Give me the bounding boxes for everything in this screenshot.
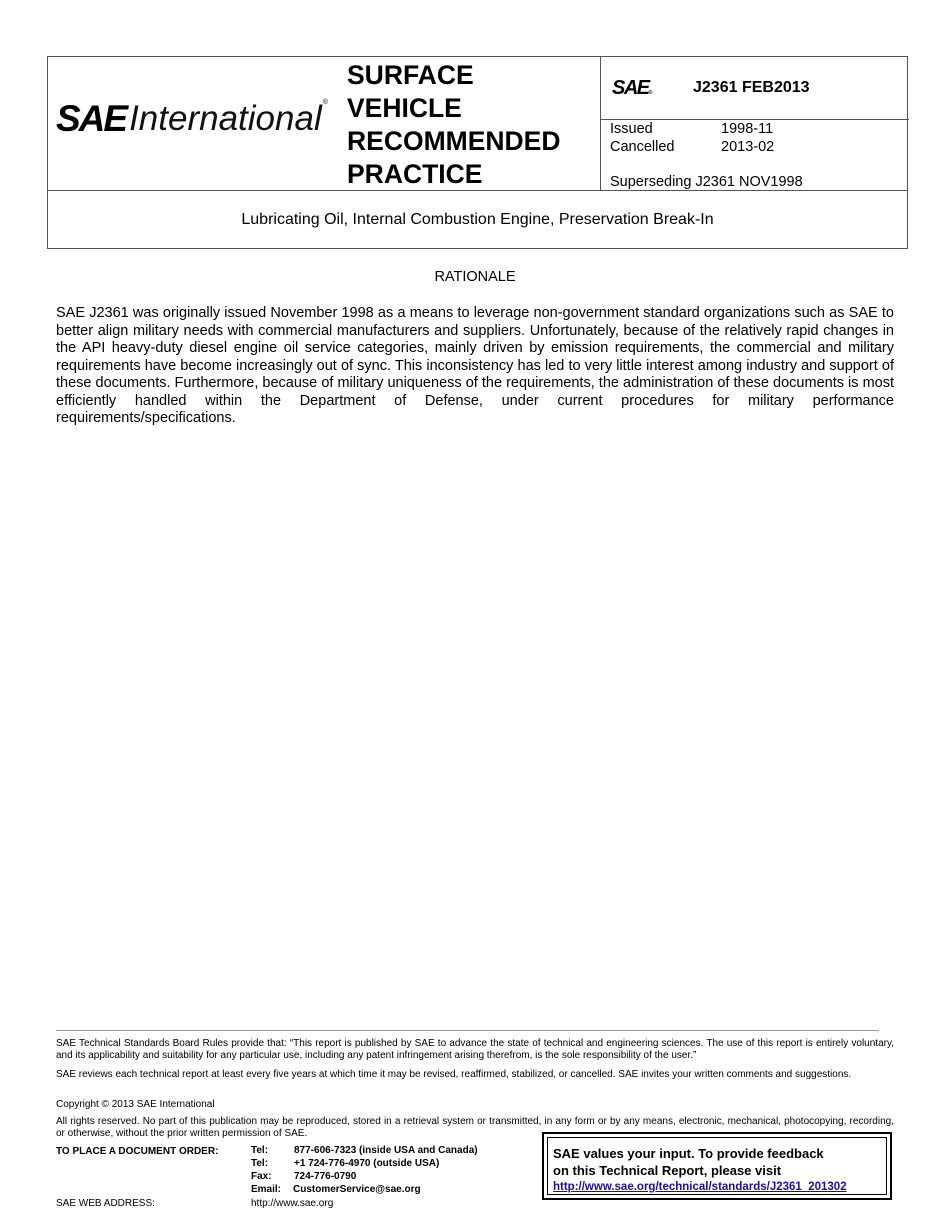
sae-international-logo [56, 97, 328, 137]
contact-value: 724-776-0790 [294, 1171, 357, 1182]
feedback-line: SAE values your input. To provide feedback [553, 1146, 824, 1161]
feedback-line: on this Technical Report, please visit [553, 1163, 782, 1178]
rights-text: All rights reserved. No part of this publication may be reproduced, stored in a retrieval system or transmitted, in any form or by any means, electronic, mechanical, photocopying, recording, or otherwise, without the prior written permission of SAE. [56, 1116, 894, 1139]
superseding-text: Superseding J2361 NOV1998 [610, 174, 803, 190]
board-rules-text: SAE Technical Standards Board Rules provide that: “This report is published by SAE to advance the state of technical and engineering sciences. The use of this report is entirely voluntary, and its applicability and suitability for any particular use, including any patent infringement arising therefrom, is the sole responsibility of the user.” [56, 1038, 894, 1061]
feedback-link[interactable]: http://www.sae.org/technical/standards/J2361_201302 [553, 1181, 847, 1193]
document-number: J2361 FEB2013 [693, 79, 810, 96]
contact-key: Tel: [251, 1145, 269, 1156]
rationale-heading: RATIONALE [434, 269, 516, 285]
contact-value: +1 724-776-4970 (outside USA) [294, 1158, 440, 1169]
document-title: Lubricating Oil, Internal Combustion Engine, Preservation Break-In [241, 211, 714, 228]
document-type-line: SURFACE [347, 60, 474, 90]
contact-key: Fax: [251, 1171, 272, 1182]
issued-label: Issued [610, 121, 653, 137]
sae-mini-logo-mark: ® [648, 90, 653, 96]
contact-value: 877-606-7323 (inside USA and Canada) [294, 1145, 478, 1156]
web-address-label: SAE WEB ADDRESS: [56, 1198, 155, 1209]
sae-mini-logo [612, 77, 652, 100]
cancelled-value: 2013-02 [721, 139, 775, 155]
document-type [347, 59, 597, 191]
copyright-text: Copyright © 2013 SAE International [56, 1099, 215, 1110]
review-text: SAE reviews each technical report at least every five years at which time it may be revised, reaffirmed, stabilized, or cancelled. SAE invites your written comments and suggestions. [56, 1069, 852, 1080]
footer-rule [56, 1030, 879, 1031]
sae-mini-logo-text: SAE [612, 77, 649, 99]
document-type-line: PRACTICE [347, 159, 483, 189]
contact-key: Email: [251, 1184, 282, 1195]
logo-international-text: International [129, 99, 322, 138]
order-label: TO PLACE A DOCUMENT ORDER: [56, 1146, 219, 1157]
logo-trademark: ® [322, 99, 328, 106]
document-header [47, 56, 908, 249]
cancelled-label: Cancelled [610, 139, 675, 155]
feedback-text [553, 1145, 847, 1196]
header-divider-vertical [600, 57, 601, 191]
document-type-line: VEHICLE [347, 93, 462, 123]
rationale-paragraph: SAE J2361 was originally issued November 1998 as a means to leverage non-government standard organizations such as SAE to better align military needs with commercial manufacturers and suppliers. Unfortunately, because of the relatively rapid changes in the API heavy-duty diesel engine oil service categories, mainly driven by emission requirements, the commercial and military requirements have become increasingly out of sync. This inconsistency has led to very little interest among industry and support of these documents. Furthermore, because of military uniqueness of the requirements, the administration of these documents is most efficiently handled within the Department of Defense, under current procedures for military performance requirements/specifications. [56, 305, 894, 426]
feedback-box [542, 1132, 892, 1200]
feedback-box-inner [547, 1137, 887, 1195]
document-type-line: RECOMMENDED [347, 126, 561, 156]
issued-value: 1998-11 [721, 121, 774, 137]
email-link[interactable]: CustomerService@sae.org [293, 1184, 421, 1195]
logo-sae-text: SAE [56, 98, 127, 139]
contact-key: Tel: [251, 1158, 269, 1169]
web-address-link[interactable]: http://www.sae.org [251, 1198, 334, 1209]
